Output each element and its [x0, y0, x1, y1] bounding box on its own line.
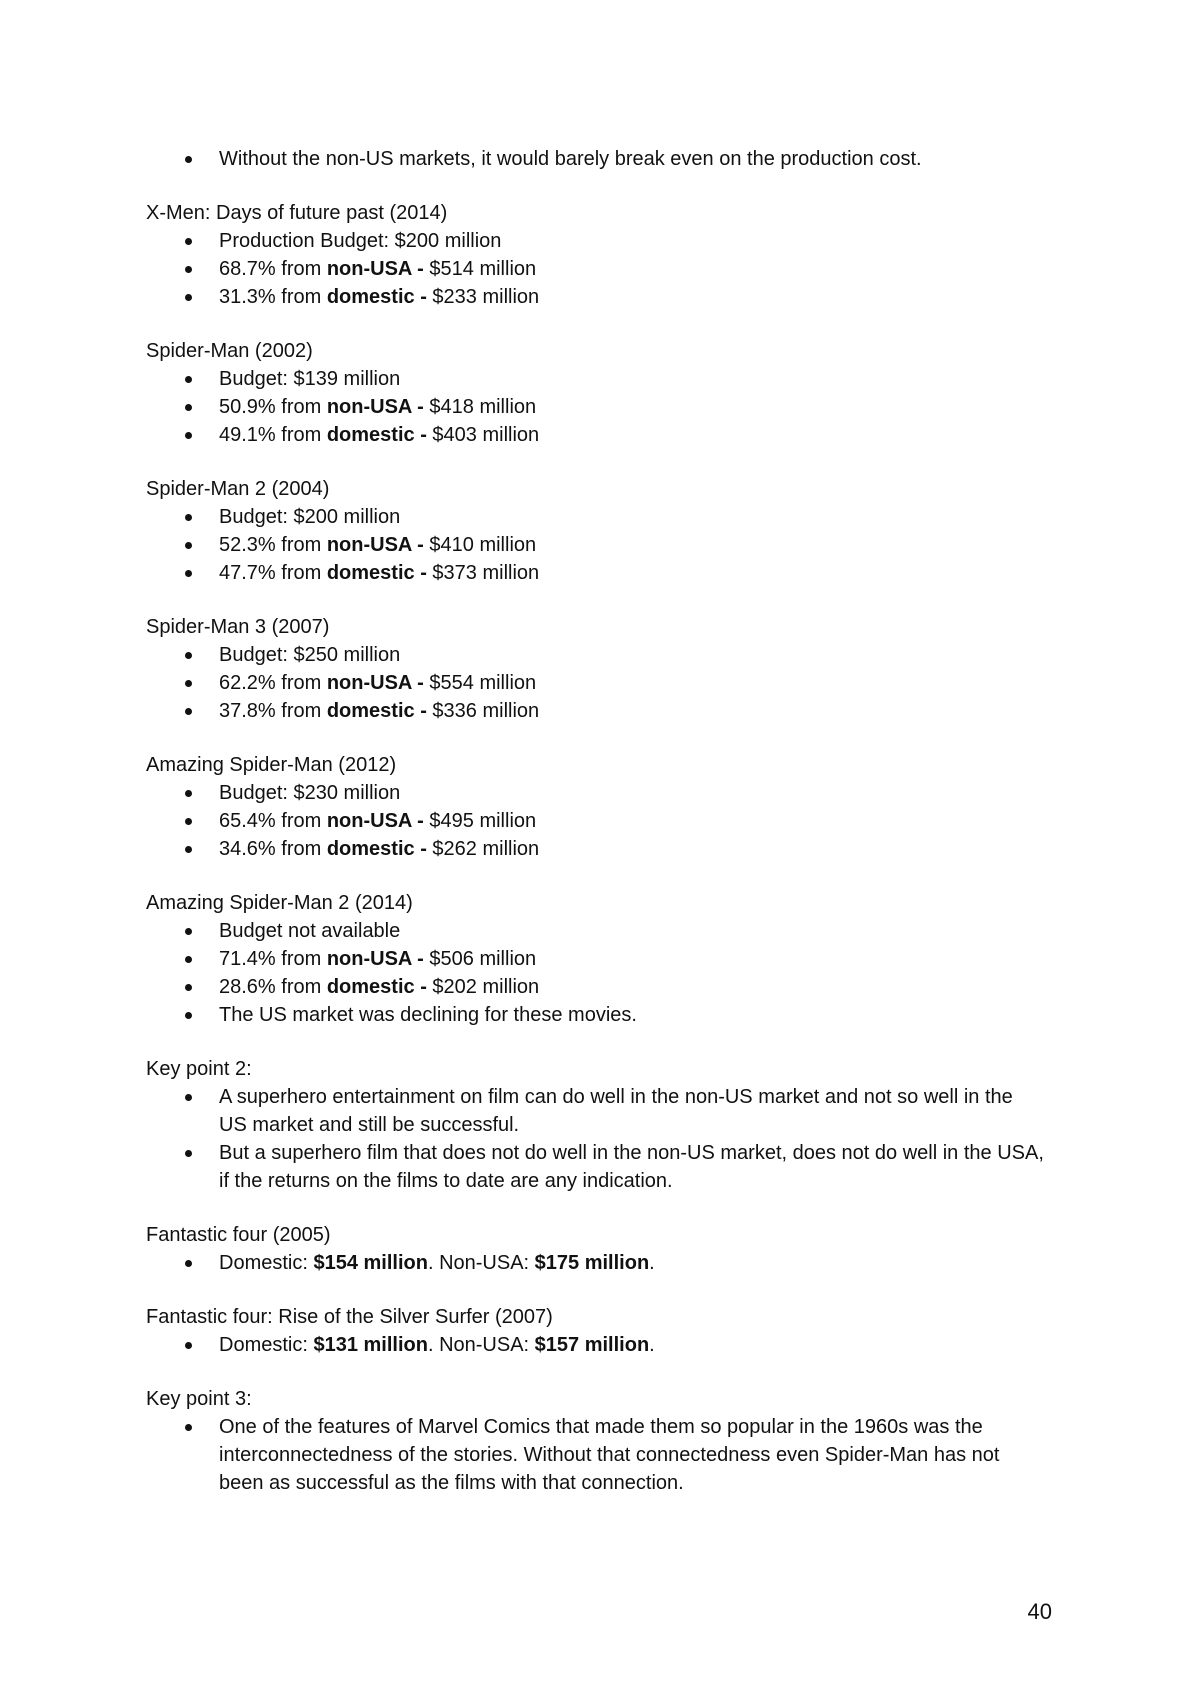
item-text: 49.1% from: [219, 424, 327, 446]
item-text: 68.7% from: [219, 258, 327, 280]
section: [146, 337, 1046, 449]
section-heading: Spider-Man 3 (2007): [146, 616, 330, 638]
list-item: [146, 531, 1046, 559]
section: [146, 613, 1046, 725]
item-text: Domestic:: [219, 1252, 314, 1274]
item-text: Budget: $250 million: [219, 644, 401, 666]
item-bold-text: domestic -: [326, 562, 427, 584]
list-item: [146, 1139, 1046, 1195]
item-bold-text: non-USA -: [326, 534, 424, 556]
item-text: Budget: $139 million: [219, 368, 401, 390]
item-text: 34.6% from: [219, 838, 327, 860]
list-item: [146, 365, 1046, 393]
item-bold-text: non-USA -: [326, 396, 424, 418]
bullet-list: [146, 1083, 1046, 1195]
list-item: [146, 227, 1046, 255]
item-bold-text: $154 million: [313, 1252, 428, 1274]
sections-container: [146, 199, 1046, 1497]
list-item: [146, 283, 1046, 311]
item-text: 28.6% from: [219, 976, 327, 998]
list-item: [146, 917, 1046, 945]
item-text: Budget: $200 million: [219, 506, 401, 528]
section: [146, 475, 1046, 587]
section-heading: Key point 2:: [146, 1058, 252, 1080]
section-heading: Spider-Man 2 (2004): [146, 478, 330, 500]
section: [146, 751, 1046, 863]
bullet-list: [146, 1413, 1046, 1497]
item-text: $233 million: [426, 286, 540, 308]
item-text: $418 million: [423, 396, 537, 418]
list-item: [146, 669, 1046, 697]
item-text: $410 million: [423, 534, 537, 556]
list-item: [146, 973, 1046, 1001]
list-item: [146, 503, 1046, 531]
item-text: $373 million: [426, 562, 540, 584]
item-bold-text: domestic -: [326, 976, 427, 998]
list-item: [146, 421, 1046, 449]
item-text: But a superhero film that does not do well in the non-US market, does not do well in the USA, if the returns on the films to date are any indication.: [219, 1142, 1044, 1192]
bullet-list: [146, 1331, 1046, 1359]
item-text: $506 million: [423, 948, 537, 970]
section: [146, 1221, 1046, 1277]
section-heading: Fantastic four: Rise of the Silver Surfer (2007): [146, 1306, 553, 1328]
section: [146, 889, 1046, 1029]
section: [146, 1303, 1046, 1359]
list-item: [146, 393, 1046, 421]
page-content: [146, 145, 1046, 1497]
item-text: 52.3% from: [219, 534, 327, 556]
item-bold-text: domestic -: [326, 424, 427, 446]
item-text: Domestic:: [219, 1334, 314, 1356]
bullet-list: [146, 917, 1046, 1029]
item-text: Production Budget: $200 million: [219, 230, 502, 252]
item-bold-text: non-USA -: [326, 258, 424, 280]
item-text: $202 million: [426, 976, 540, 998]
section: [146, 199, 1046, 311]
section-heading: Key point 3:: [146, 1388, 252, 1410]
list-item: [146, 697, 1046, 725]
item-text: 65.4% from: [219, 810, 327, 832]
item-text: A superhero entertainment on film can do well in the non-US market and not so well in the US market and still be successful.: [219, 1086, 1013, 1136]
item-text: 50.9% from: [219, 396, 327, 418]
item-bold-text: domestic -: [326, 700, 427, 722]
page-number: 40: [1027, 1599, 1052, 1624]
item-text: .: [649, 1334, 655, 1356]
item-text: $554 million: [423, 672, 537, 694]
item-text: . Non-USA:: [427, 1334, 535, 1356]
item-text: .: [649, 1252, 655, 1274]
section-heading: Amazing Spider-Man (2012): [146, 754, 397, 776]
section: [146, 1385, 1046, 1497]
item-text: One of the features of Marvel Comics that made them so popular in the 1960s was the interconnectedness of the stories. Without that connectedness even Spider-Man has not been as successful as the films with that connection.: [219, 1416, 1000, 1494]
bullet-list: [146, 779, 1046, 863]
bullet-list: [146, 365, 1046, 449]
list-item: [146, 945, 1046, 973]
item-bold-text: domestic -: [326, 838, 427, 860]
bullet-list: [146, 1249, 1046, 1277]
item-bold-text: $131 million: [313, 1334, 428, 1356]
list-item: [146, 1331, 1046, 1359]
bullet-list: [146, 503, 1046, 587]
item-text: 71.4% from: [219, 948, 327, 970]
bullet-list: [146, 641, 1046, 725]
item-text: Budget: $230 million: [219, 782, 401, 804]
section-heading: Fantastic four (2005): [146, 1224, 331, 1246]
item-text: $514 million: [423, 258, 537, 280]
item-text: 62.2% from: [219, 672, 327, 694]
list-item: [146, 641, 1046, 669]
item-text: 47.7% from: [219, 562, 327, 584]
section-heading: X-Men: Days of future past (2014): [146, 202, 448, 224]
intro-list: [146, 145, 1046, 173]
bullet-list: [146, 227, 1046, 311]
item-text: $336 million: [426, 700, 540, 722]
list-item: [146, 807, 1046, 835]
item-text: . Non-USA:: [427, 1252, 535, 1274]
item-bold-text: $157 million: [534, 1334, 650, 1356]
item-text: Budget not available: [219, 920, 401, 942]
item-text: $495 million: [423, 810, 537, 832]
list-item: [146, 559, 1046, 587]
section: [146, 1055, 1046, 1195]
item-text: $403 million: [426, 424, 540, 446]
list-item: [146, 835, 1046, 863]
item-text: 37.8% from: [219, 700, 327, 722]
list-item: [146, 1249, 1046, 1277]
item-text: $262 million: [426, 838, 540, 860]
section-heading: Spider-Man (2002): [146, 340, 313, 362]
item-bold-text: non-USA -: [326, 810, 424, 832]
item-text: The US market was declining for these movies.: [219, 1004, 637, 1026]
list-item: [146, 779, 1046, 807]
item-bold-text: $175 million: [534, 1252, 650, 1274]
section-heading: Amazing Spider-Man 2 (2014): [146, 892, 413, 914]
intro-bullet: Without the non-US markets, it would barely break even on the production cost.: [146, 145, 1046, 173]
item-bold-text: domestic -: [326, 286, 427, 308]
list-item: [146, 1001, 1046, 1029]
item-text: 31.3% from: [219, 286, 327, 308]
item-bold-text: non-USA -: [326, 948, 424, 970]
list-item: [146, 1413, 1046, 1497]
item-bold-text: non-USA -: [326, 672, 424, 694]
list-item: [146, 1083, 1046, 1139]
list-item: [146, 255, 1046, 283]
